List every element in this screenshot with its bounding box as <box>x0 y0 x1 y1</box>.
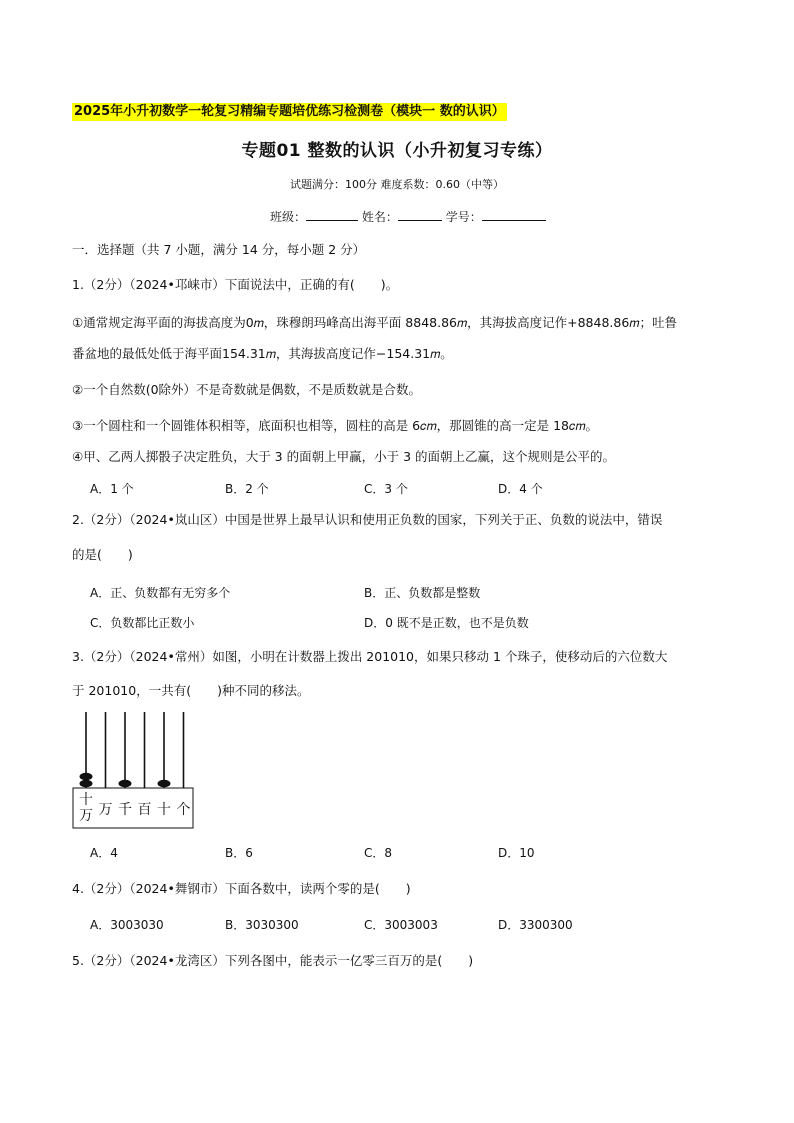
question-5-stem <box>72 951 473 969</box>
question-1-stem <box>72 275 398 293</box>
id-label: 学号： <box>445 210 482 224</box>
abacus-bead[interactable] <box>158 780 171 788</box>
option-b[interactable]: B．3030300 <box>225 918 299 932</box>
name-label: 姓名： <box>361 210 398 224</box>
question-4-stem-text: 4.（2分）（2024•舞钢市）下面各数中，读两个零的是( <box>72 881 380 896</box>
option-c[interactable]: C．3 个 <box>364 482 408 496</box>
option-d[interactable]: D．0 既不是正数，也不是负数 <box>364 616 529 630</box>
question-2-stem-text: 的是( <box>72 547 102 562</box>
abacus-place-label: 十 <box>157 802 171 818</box>
question-3-stem-text: 于 201010，一共有( <box>72 683 192 698</box>
option-a[interactable]: A．正、负数都有无穷多个 <box>90 586 231 600</box>
abacus-rods <box>86 712 184 788</box>
statement-1-line-1: ①通常规定海平面的海拔高度为0𝑚，珠穆朗玛峰高出海平面 8848.86𝑚，其海拔高度记作+8848.86𝑚；吐鲁 <box>72 315 677 330</box>
question-5-stem-text: 5.（2分）（2024•龙湾区）下列各图中，能表示一亿零三百万的是( <box>72 953 443 968</box>
abacus-place-label: 百 <box>137 802 152 818</box>
option-b[interactable]: B．2 个 <box>225 482 269 496</box>
abacus-place-label: 十万 <box>79 792 93 824</box>
option-a[interactable]: A．1 个 <box>90 482 134 496</box>
question-2-stem-end: ) <box>127 547 133 562</box>
class-blank[interactable] <box>306 208 358 221</box>
question-3-stem-line-1: 3.（2分）（2024•常州）如图，小明在计数器上拨出 201010，如果只移动 1 个珠子，使移动后的六位数大 <box>72 649 668 664</box>
question-4-stem <box>72 879 411 897</box>
question-5-stem-end: ) <box>468 953 474 968</box>
abacus-place-label: 千 <box>118 802 132 818</box>
counting-frame-figure <box>72 712 194 830</box>
exam-series-banner: 2025年小升初数学一轮复习精编专题培优练习检测卷（模块一 数的认识） <box>74 104 505 119</box>
name-blank[interactable] <box>398 208 442 221</box>
abacus-place-label: 万 <box>98 802 113 818</box>
class-label: 班级： <box>270 210 307 224</box>
question-4-stem-end: ) <box>405 881 411 896</box>
question-2-stem-line-2 <box>72 545 133 563</box>
abacus-bead[interactable] <box>80 780 93 788</box>
id-blank[interactable] <box>482 208 546 221</box>
option-d[interactable]: D．4 个 <box>498 482 543 496</box>
statement-3: ③一个圆柱和一个圆锥体积相等，底面积也相等，圆柱的高是 6𝑐𝑚，那圆锥的高一定是 18𝑐𝑚。 <box>72 418 598 433</box>
question-1-stem-text: 1.（2分）（2024•邛崃市）下面说法中，正确的有( <box>72 277 355 292</box>
section-heading: 一．选择题（共 7 小题，满分 14 分，每小题 2 分） <box>72 242 366 257</box>
exam-info: 试题满分：100分 难度系数：0.60（中等） <box>290 178 504 191</box>
option-d[interactable]: D．3300300 <box>498 918 573 932</box>
statement-1-line-2: 番盆地的最低处低于海平面154.31𝑚，其海拔高度记作−154.31𝑚。 <box>72 346 453 361</box>
option-d[interactable]: D．10 <box>498 846 535 860</box>
abacus-place-label: 个 <box>176 802 191 818</box>
option-a[interactable]: A．4 <box>90 846 118 860</box>
option-c[interactable]: C．负数都比正数小 <box>90 616 195 630</box>
option-a[interactable]: A．3003030 <box>90 918 164 932</box>
page-title: 专题01 整数的认识（小升初复习专练） <box>241 141 553 161</box>
statement-4: ④甲、乙两人掷骰子决定胜负，大于 3 的面朝上甲赢，小于 3 的面朝上乙赢，这个规则是公平的。 <box>72 449 616 464</box>
question-2-stem-line-1: 2.（2分）（2024•岚山区）中国是世界上最早认识和使用正负数的国家，下列关于正、负数的说法中，错误 <box>72 512 663 527</box>
question-3-stem-line-2 <box>72 681 309 699</box>
question-1-stem-end: )。 <box>380 277 399 292</box>
option-c[interactable]: C．8 <box>364 846 393 860</box>
option-c[interactable]: C．3003003 <box>364 918 438 932</box>
question-3-stem-end: )种不同的移法。 <box>217 683 310 698</box>
statement-2: ②一个自然数(0除外）不是奇数就是偶数，不是质数就是合数。 <box>72 382 422 397</box>
student-info-fields <box>270 208 546 225</box>
option-b[interactable]: B．正、负数都是整数 <box>364 586 481 600</box>
abacus-bead[interactable] <box>119 780 132 788</box>
abacus-bead[interactable] <box>80 773 93 781</box>
option-b[interactable]: B．6 <box>225 846 253 860</box>
